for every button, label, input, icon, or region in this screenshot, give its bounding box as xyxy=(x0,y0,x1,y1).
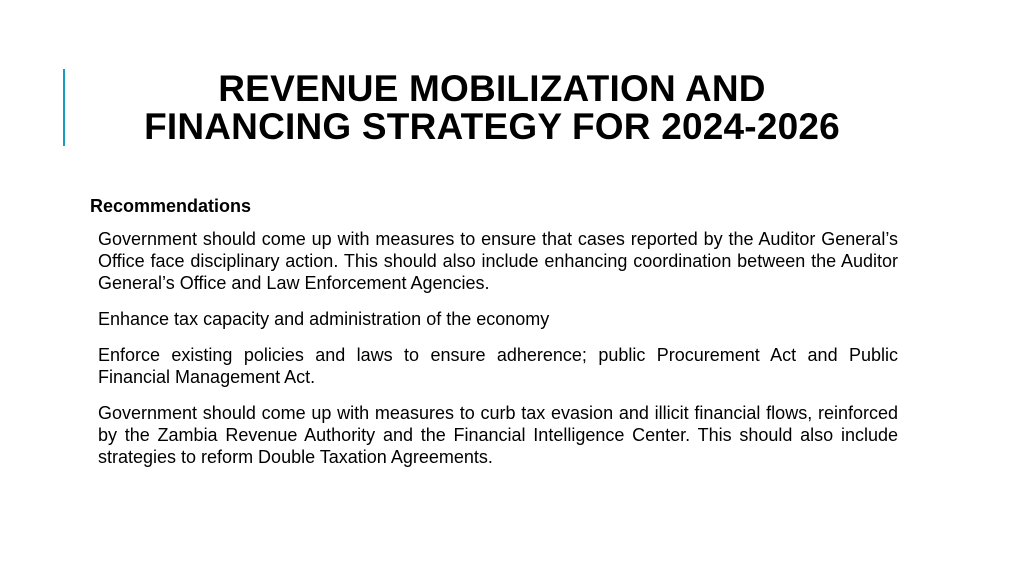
recommendations-list xyxy=(90,228,898,468)
recommendation-item-2: Enhance tax capacity and administration of the economy xyxy=(98,309,550,329)
slide-title-line-2: FINANCING STRATEGY FOR 2024-2026 xyxy=(144,106,840,147)
slide-title xyxy=(80,70,904,146)
slide-content xyxy=(90,194,898,482)
recommendation-item-1: Government should come up with measures to ensure that cases reported by the Auditor General’s Office face disciplinary action. This should also include enhancing coordination between the Auditor General’s Office and Law Enforcement Agencies. xyxy=(98,229,898,293)
slide-title-line-1: REVENUE MOBILIZATION AND xyxy=(218,68,766,109)
title-accent-bar xyxy=(63,69,65,146)
recommendation-item-3: Enforce existing policies and laws to ensure adherence; public Procurement Act and Public Financial Management Act. xyxy=(98,345,898,387)
recommendations-heading: Recommendations xyxy=(90,196,252,216)
recommendation-item-4: Government should come up with measures to curb tax evasion and illicit financial flows, reinforced by the Zambia Revenue Authority and the Financial Intelligence Center. This should also include strategies to reform Double Taxation Agreements. xyxy=(98,403,898,467)
